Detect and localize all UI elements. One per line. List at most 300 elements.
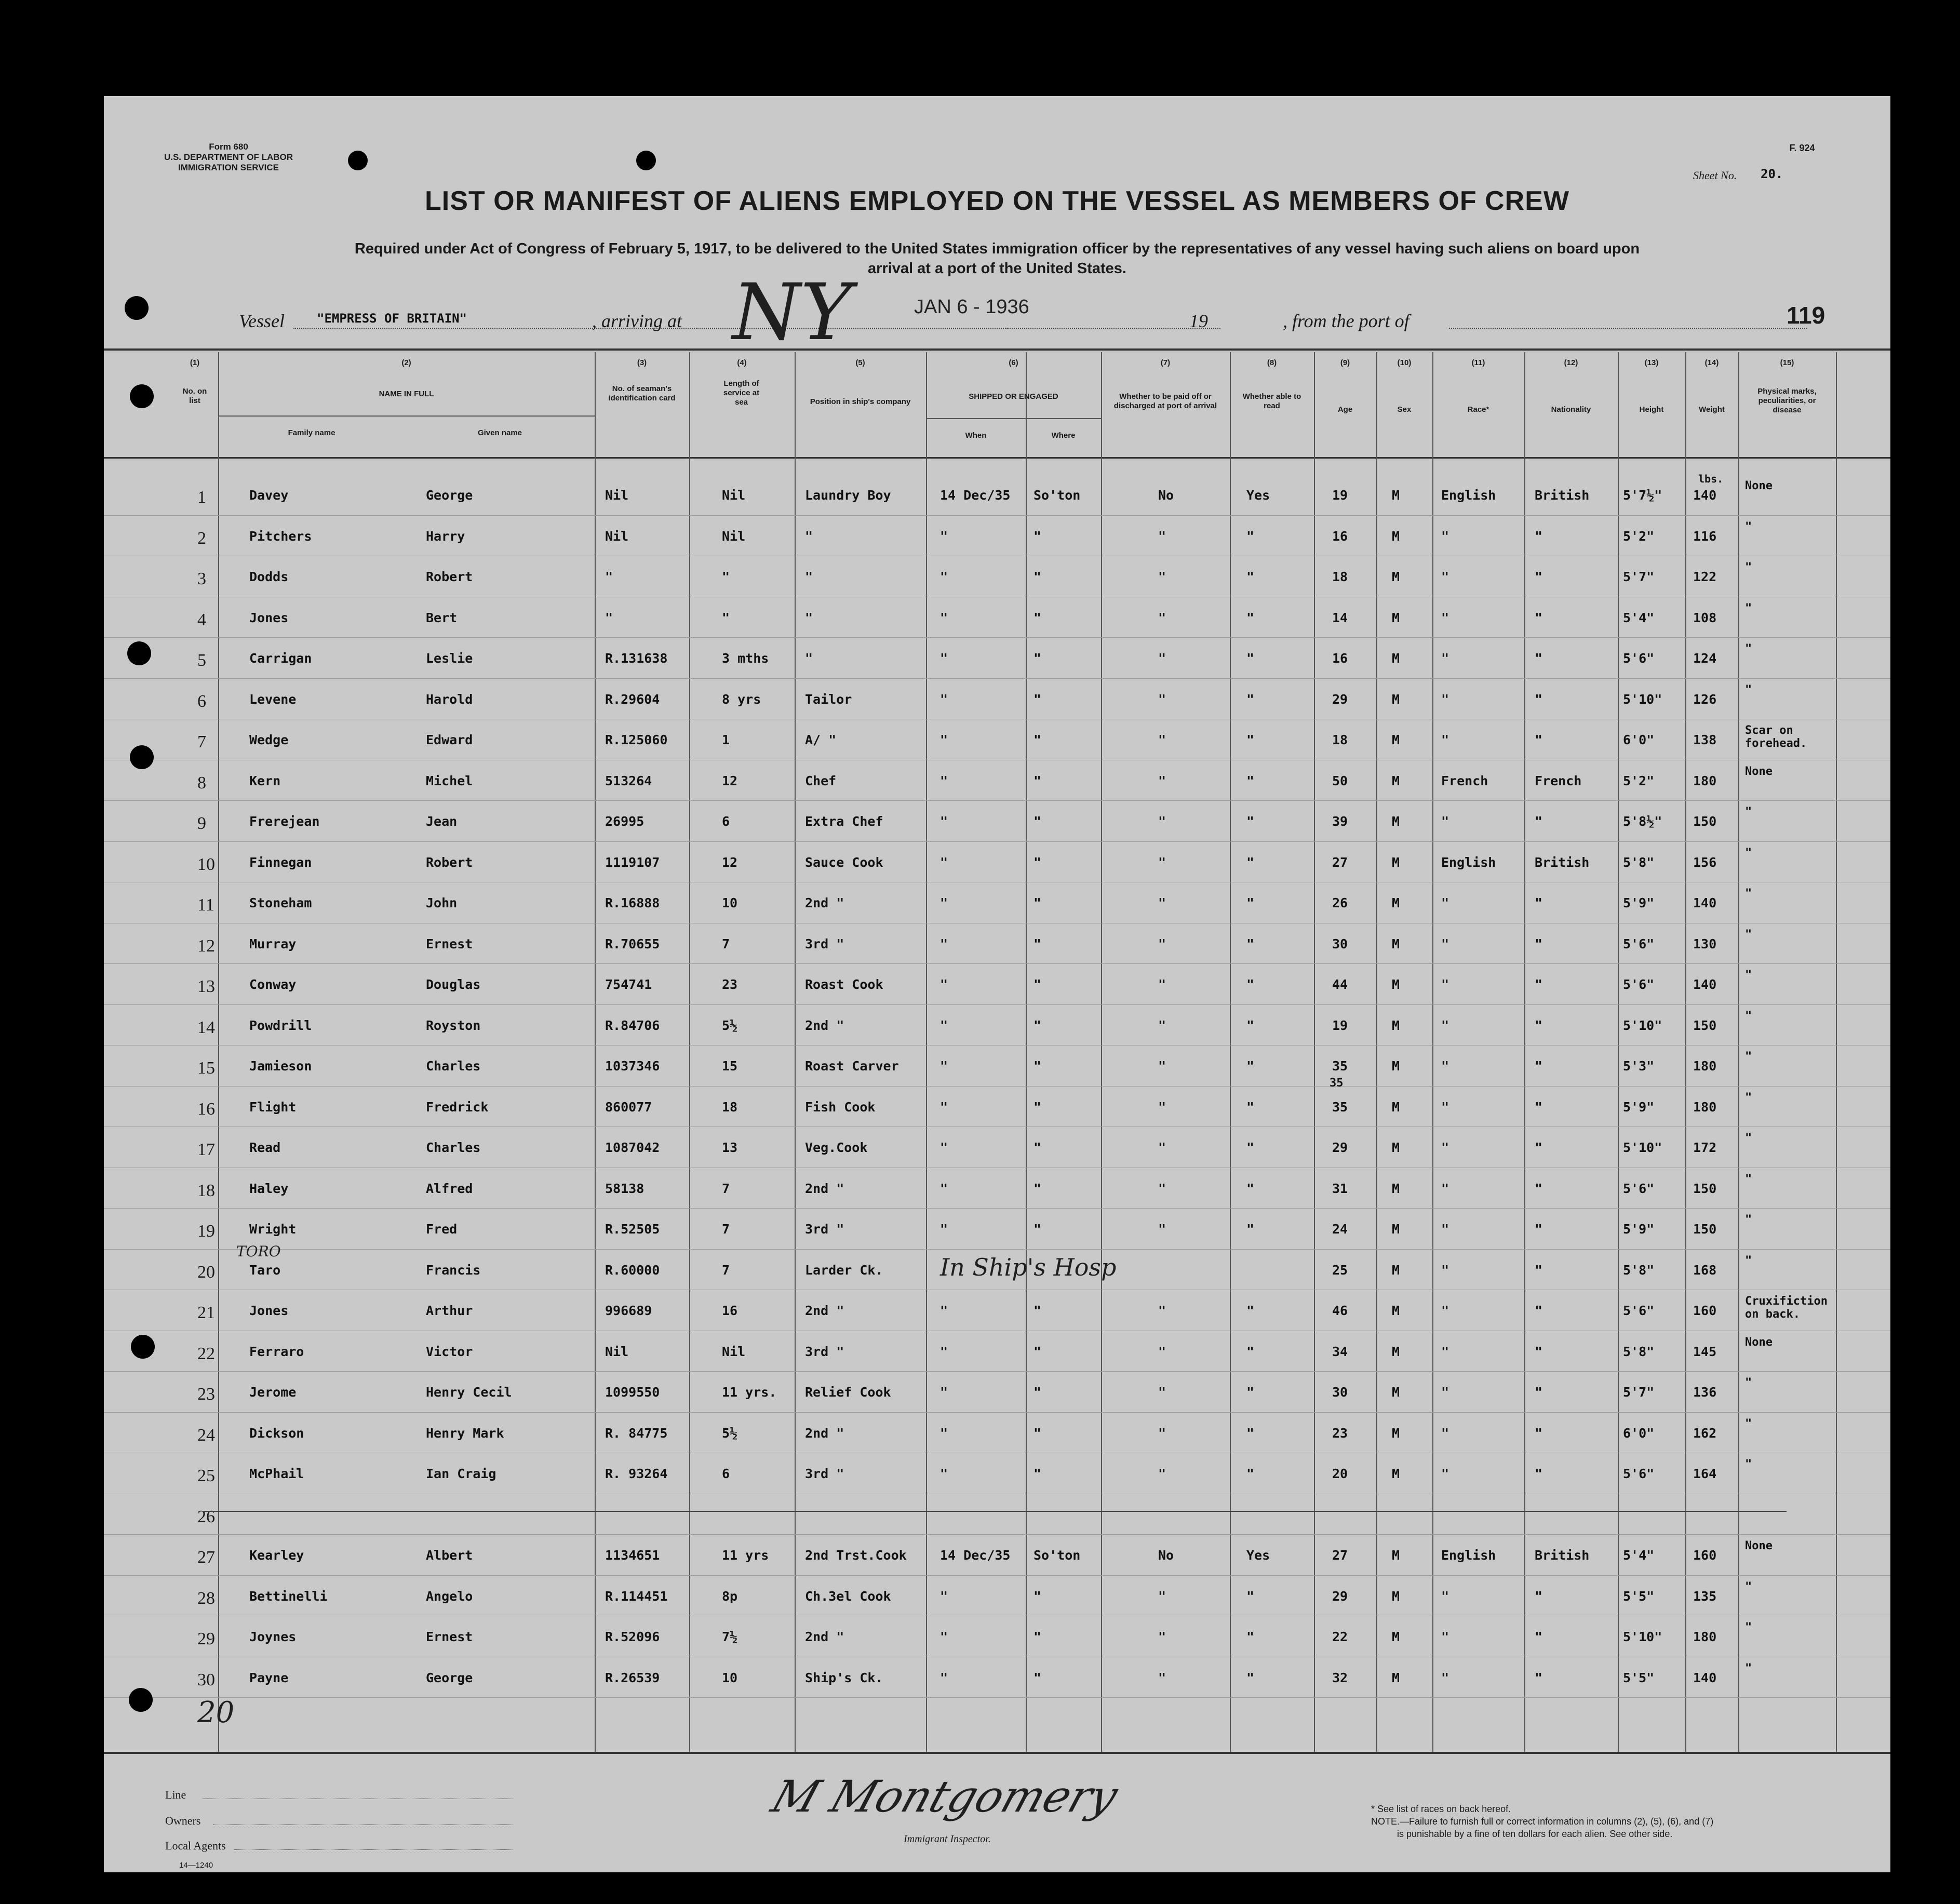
punch-hole	[130, 384, 154, 408]
cell-n: 15	[197, 1058, 215, 1078]
cell-age: 25	[1332, 1262, 1348, 1278]
punch-hole	[130, 745, 154, 769]
cell-n: 2	[197, 528, 206, 548]
cell-race: English	[1441, 854, 1496, 870]
cell-ht: 5'6"	[1623, 1466, 1655, 1481]
cell-svc: 15	[722, 1058, 738, 1074]
cell-age: 35	[1332, 1099, 1348, 1115]
col4-num: (4)	[737, 358, 747, 367]
cell-where: "	[1033, 977, 1042, 992]
cell-giv: Ian Craig	[426, 1466, 496, 1481]
cell-n: 20	[197, 1262, 215, 1282]
cell-giv: Francis	[426, 1262, 481, 1278]
cell-n: 5	[197, 651, 206, 670]
cell-race: "	[1441, 610, 1449, 625]
cell-n: 10	[197, 854, 215, 874]
cell-ht: 5'8"	[1623, 1344, 1655, 1359]
cell-ht: 5'9"	[1623, 1222, 1655, 1237]
cell-marks: "	[1745, 1417, 1752, 1430]
cell-n: 9	[197, 814, 206, 833]
cell-when: "	[940, 691, 948, 707]
cell-card: R.52505	[605, 1222, 660, 1237]
cell-ht: 5'10"	[1623, 1629, 1662, 1644]
cell-fam: Pitchers	[249, 528, 312, 544]
cell-when: "	[940, 732, 948, 747]
cell-race: "	[1441, 569, 1449, 584]
cell-where: "	[1033, 936, 1042, 951]
cell-nat: "	[1535, 569, 1543, 584]
cell-paid: "	[1158, 610, 1166, 625]
cell-card: R.70655	[605, 936, 660, 951]
cell-wt: 108	[1693, 610, 1717, 625]
cell-nat: "	[1535, 814, 1543, 829]
cell-race: "	[1441, 691, 1449, 707]
cell-sex: M	[1392, 1017, 1400, 1033]
cell-race: "	[1441, 1058, 1449, 1074]
cell-race: "	[1441, 1629, 1449, 1644]
cell-where: "	[1033, 773, 1042, 788]
cell-where: "	[1033, 1385, 1042, 1400]
cell-where: "	[1033, 528, 1042, 544]
cell-nat: French	[1535, 773, 1582, 788]
cell-svc: 16	[722, 1303, 738, 1318]
inspector-label: Immigrant Inspector.	[904, 1833, 991, 1845]
cell-pos: A/ "	[805, 732, 837, 747]
table-row	[104, 1250, 1890, 1291]
cell-when: "	[940, 610, 948, 625]
cell-where: "	[1033, 1303, 1042, 1318]
cell-wt: 172	[1693, 1140, 1717, 1155]
col1-header: No. on list	[182, 387, 207, 405]
col2a-header: Family name	[288, 428, 335, 437]
cell-marks: "	[1745, 1050, 1752, 1063]
col6a-header: When	[965, 431, 987, 440]
cell-svc: 7	[722, 1222, 730, 1237]
cell-svc: 10	[722, 895, 738, 910]
cell-nat: "	[1535, 1017, 1543, 1033]
cell-paid: "	[1158, 569, 1166, 584]
cell-n: 12	[197, 936, 215, 956]
cell-when: "	[940, 569, 948, 584]
col7-header: Whether to be paid off or discharged at port of arrival	[1113, 392, 1217, 410]
cell-read: "	[1246, 895, 1255, 910]
cell-sex: M	[1392, 1222, 1400, 1237]
cell-nat: "	[1535, 528, 1543, 544]
cell-card: R.125060	[605, 732, 668, 747]
table-top-rule	[104, 348, 1890, 351]
cell-race: "	[1441, 895, 1449, 910]
cell-wt: 180	[1693, 1058, 1717, 1074]
cell-n: 28	[197, 1588, 215, 1608]
cell-age: 26	[1332, 895, 1348, 910]
cell-pos: 2nd "	[805, 1425, 844, 1441]
cell-paid: "	[1158, 1670, 1166, 1685]
cell-giv: Ernest	[426, 936, 473, 951]
cell-when: "	[940, 1466, 948, 1481]
cell-n: 4	[197, 610, 206, 629]
from-port-underline	[1449, 328, 1807, 329]
cell-race: French	[1441, 773, 1488, 788]
cell-fam: Powdrill	[249, 1017, 312, 1033]
cell-sex: M	[1392, 1629, 1400, 1644]
cell-where: "	[1033, 732, 1042, 747]
punch-hole	[125, 296, 149, 320]
cell-card: Nil	[605, 528, 629, 544]
cell-read: "	[1246, 732, 1255, 747]
cell-age: 29	[1332, 1140, 1348, 1155]
cell-race: "	[1441, 1385, 1449, 1400]
cell-ht: 5'9"	[1623, 1099, 1655, 1115]
cell-ht: 5'7"	[1623, 569, 1655, 584]
cell-marks: "	[1745, 1621, 1752, 1634]
page-number: 119	[1787, 302, 1825, 329]
cell-when: "	[940, 1588, 948, 1604]
cell-when: "	[940, 1425, 948, 1441]
cell-nat: "	[1535, 1385, 1543, 1400]
cell-paid: "	[1158, 732, 1166, 747]
cell-svc: 7	[722, 1181, 730, 1196]
races-note: * See list of races on back hereof.	[1371, 1804, 1511, 1814]
cell-paid: "	[1158, 691, 1166, 707]
cell-read: "	[1246, 977, 1255, 992]
cell-marks: "	[1745, 1091, 1752, 1104]
cell-sex: M	[1392, 895, 1400, 910]
cell-n: 29	[197, 1629, 215, 1648]
cell-race: "	[1441, 1099, 1449, 1115]
col10-num: (10)	[1397, 358, 1412, 367]
cell-fam: Jones	[249, 1303, 289, 1318]
cell-ht: 5'5"	[1623, 1588, 1655, 1604]
cell-read: Yes	[1246, 488, 1270, 503]
col6-num: (6)	[1009, 358, 1018, 367]
cell-sex: M	[1392, 610, 1400, 625]
cell-card: R.26539	[605, 1670, 660, 1685]
table-row	[104, 761, 1890, 801]
cell-race: "	[1441, 1140, 1449, 1155]
cell-race: "	[1441, 936, 1449, 951]
cell-age: 29	[1332, 691, 1348, 707]
cell-read: "	[1246, 651, 1255, 666]
cell-fam: Murray	[249, 936, 297, 951]
cell-read: "	[1246, 1222, 1255, 1237]
table-row	[104, 1495, 1890, 1535]
cell-marks: "	[1745, 683, 1752, 696]
cell-giv: Bert	[426, 610, 458, 625]
department-label: U.S. DEPARTMENT OF LABOR	[164, 152, 293, 162]
cell-read: "	[1246, 1385, 1255, 1400]
col14-header: Weight	[1699, 405, 1725, 414]
table-row	[104, 1332, 1890, 1372]
date-underline	[1008, 328, 1220, 329]
cell-sex: M	[1392, 773, 1400, 788]
table-row	[104, 1617, 1890, 1657]
cell-svc: 23	[722, 977, 738, 992]
cell-age: 46	[1332, 1303, 1348, 1318]
cell-read: Yes	[1246, 1548, 1270, 1563]
cell-when: "	[940, 1222, 948, 1237]
cell-card: 1037346	[605, 1058, 660, 1074]
cell-pos: 2nd "	[805, 1629, 844, 1644]
cell-wt: 135	[1693, 1588, 1717, 1604]
cell-card: R.29604	[605, 691, 660, 707]
cell-svc: 12	[722, 773, 738, 788]
cell-fam: McPhail	[249, 1466, 304, 1481]
cell-nat: "	[1535, 1425, 1543, 1441]
cell-read: "	[1246, 1670, 1255, 1685]
cell-marks: None	[1745, 1335, 1773, 1349]
cell-card: 860077	[605, 1099, 652, 1115]
cell-marks: "	[1745, 969, 1752, 982]
cell-age: 24	[1332, 1222, 1348, 1237]
col5-num: (5)	[855, 358, 865, 367]
cell-wt: 136	[1693, 1385, 1717, 1400]
cell-marks: "	[1745, 561, 1752, 574]
cell-when: "	[940, 1099, 948, 1115]
service-label: IMMIGRATION SERVICE	[178, 163, 279, 172]
cell-pos: "	[805, 610, 813, 625]
col6-header: SHIPPED OR ENGAGED	[969, 392, 1058, 401]
cell-where: "	[1033, 895, 1042, 910]
cell-when: "	[940, 1670, 948, 1685]
cell-read: "	[1246, 569, 1255, 584]
cell-pos: Roast Carver	[805, 1058, 899, 1074]
cell-pos: 2nd "	[805, 1303, 844, 1318]
cell-ht: 5'10"	[1623, 1140, 1662, 1155]
cell-fam: Kearley	[249, 1548, 304, 1563]
cell-giv: Henry Cecil	[426, 1385, 512, 1400]
cell-giv: Charles	[426, 1058, 481, 1074]
cell-card: 1099550	[605, 1385, 660, 1400]
cell-ht: 5'3"	[1623, 1058, 1655, 1074]
cell-age: 19	[1332, 1017, 1348, 1033]
table-row	[104, 801, 1890, 842]
cell-fam: Joynes	[249, 1629, 297, 1644]
cell-card: 1134651	[605, 1548, 660, 1563]
cell-read: "	[1246, 1181, 1255, 1196]
cell-where: "	[1033, 1099, 1042, 1115]
cell-card: R.60000	[605, 1262, 660, 1278]
col2-header: NAME IN FULL	[379, 390, 434, 398]
cell-svc: "	[722, 569, 730, 584]
cell-nat: "	[1535, 1222, 1543, 1237]
print-code: 14—1240	[179, 1861, 213, 1870]
subtitle-line-2: arrival at a port of the United States.	[868, 260, 1126, 277]
cell-svc: 7½	[722, 1629, 738, 1644]
cell-n: 3	[197, 569, 206, 588]
cell-giv: Angelo	[426, 1588, 473, 1604]
cell-pos: Sauce Cook	[805, 854, 883, 870]
cell-sex: M	[1392, 1425, 1400, 1441]
cell-n: 27	[197, 1548, 215, 1567]
cell-card: 996689	[605, 1303, 652, 1318]
cell-fam: Conway	[249, 977, 297, 992]
penalty-note-1: NOTE.—Failure to furnish full or correct information in columns (2), (5), (6), and (7)	[1371, 1816, 1714, 1827]
cell-wt: 130	[1693, 936, 1717, 951]
cell-paid: "	[1158, 977, 1166, 992]
cell-sex: M	[1392, 732, 1400, 747]
cell-sex: M	[1392, 814, 1400, 829]
cell-age: 30	[1332, 1385, 1348, 1400]
cell-race: "	[1441, 1588, 1449, 1604]
cell-svc: 11 yrs	[722, 1548, 769, 1563]
col4-header: Length of service at sea	[723, 379, 760, 407]
vessel-name: "EMPRESS OF BRITAIN"	[317, 311, 467, 326]
col8-header: Whether able to read	[1242, 392, 1301, 410]
cell-sex: M	[1392, 1385, 1400, 1400]
cell-age: 30	[1332, 936, 1348, 951]
cell-n: 1	[197, 488, 206, 507]
line-label: Line	[165, 1788, 186, 1801]
table-row	[104, 1291, 1890, 1331]
cell-sex: M	[1392, 977, 1400, 992]
cell-n: 8	[197, 773, 206, 793]
cell-read: "	[1246, 528, 1255, 544]
cell-when: "	[940, 895, 948, 910]
col10-header: Sex	[1397, 405, 1412, 414]
cell-age: 18	[1332, 732, 1348, 747]
cell-when: "	[940, 1017, 948, 1033]
cell-read: "	[1246, 773, 1255, 788]
cell-nat: "	[1535, 1140, 1543, 1155]
penalty-note-2: is punishable by a fine of ten dollars for each alien. See other side.	[1397, 1829, 1673, 1839]
cell-marks: "	[1745, 1009, 1752, 1023]
col12-num: (12)	[1564, 358, 1578, 367]
weight-unit-label: lbs.	[1698, 473, 1724, 485]
punch-hole	[127, 641, 151, 665]
cell-nat: "	[1535, 1099, 1543, 1115]
cell-when: "	[940, 528, 948, 544]
col11-num: (11)	[1471, 358, 1485, 367]
form-number: Form 680	[209, 142, 248, 152]
cell-nat: British	[1535, 488, 1590, 503]
cell-fam: Haley	[249, 1181, 289, 1196]
cell-paid: "	[1158, 528, 1166, 544]
cell-age: 39	[1332, 814, 1348, 829]
table-row	[104, 720, 1890, 760]
cell-paid: "	[1158, 1588, 1166, 1604]
cell-marks: Cruxifiction on back.	[1745, 1295, 1828, 1321]
cell-nat: British	[1535, 854, 1590, 870]
cell-when: "	[940, 936, 948, 951]
cell-fam: Levene	[249, 691, 297, 707]
cell-read: "	[1246, 610, 1255, 625]
cell-wt: 140	[1693, 977, 1717, 992]
cell-marks: "	[1745, 1458, 1752, 1471]
sheet-number: 20.	[1761, 167, 1783, 181]
cell-pos: 2nd "	[805, 895, 844, 910]
cell-ht: 5'10"	[1623, 691, 1662, 707]
cell-sex: M	[1392, 651, 1400, 666]
cell-race: "	[1441, 977, 1449, 992]
cell-race: "	[1441, 1262, 1449, 1278]
cell-pos: Larder Ck.	[805, 1262, 883, 1278]
cell-card: R.131638	[605, 651, 668, 666]
cell-nat: "	[1535, 610, 1543, 625]
cell-fam: Finnegan	[249, 854, 312, 870]
cell-pos: "	[805, 528, 813, 544]
cell-ht: 5'9"	[1623, 895, 1655, 910]
cell-paid: "	[1158, 1629, 1166, 1644]
cell-wt: 162	[1693, 1425, 1717, 1441]
cell-nat: British	[1535, 1548, 1590, 1563]
cell-where: "	[1033, 569, 1042, 584]
cell-wt: 150	[1693, 814, 1717, 829]
year-label: 19	[1189, 311, 1208, 331]
cell-where: "	[1033, 1344, 1042, 1359]
cell-wt: 160	[1693, 1303, 1717, 1318]
cell-fam: Wedge	[249, 732, 289, 747]
cell-race: "	[1441, 1670, 1449, 1685]
bottom-handwritten-mark: 20	[197, 1696, 235, 1729]
cell-nat: "	[1535, 936, 1543, 951]
cell-n: 21	[197, 1303, 215, 1322]
cell-n: 14	[197, 1017, 215, 1037]
cell-n: 26	[197, 1507, 215, 1526]
col15-num: (15)	[1780, 358, 1794, 367]
cell-svc: 12	[722, 854, 738, 870]
cell-age: 16	[1332, 651, 1348, 666]
cell-giv: Leslie	[426, 651, 473, 666]
cell-giv: Jean	[426, 814, 458, 829]
cell-svc: 1	[722, 732, 730, 747]
cell-svc: 7	[722, 1262, 730, 1278]
cell-read: "	[1246, 1344, 1255, 1359]
cell-wt: 180	[1693, 1629, 1717, 1644]
cell-nat: "	[1535, 977, 1543, 992]
form-code: F. 924	[1789, 143, 1815, 153]
cell-ht: 5'6"	[1623, 1303, 1655, 1318]
cell-when: "	[940, 1344, 948, 1359]
cell-n: 6	[197, 691, 206, 711]
cell-n: 30	[197, 1670, 215, 1690]
table-row	[104, 964, 1890, 1005]
col2-num: (2)	[401, 358, 411, 367]
cell-n: 24	[197, 1425, 215, 1445]
cell-paid: No	[1158, 488, 1174, 503]
inspector-signature: M Montgomery	[766, 1771, 1124, 1822]
cell-read: "	[1246, 1058, 1255, 1074]
cell-race: "	[1441, 732, 1449, 747]
cell-read: "	[1246, 1466, 1255, 1481]
cell-paid: "	[1158, 773, 1166, 788]
cell-card: 26995	[605, 814, 645, 829]
cell-paid: "	[1158, 1017, 1166, 1033]
cell-where: "	[1033, 1466, 1042, 1481]
cell-marks: "	[1745, 846, 1752, 860]
table-row	[104, 1576, 1890, 1617]
cell-sex: M	[1392, 936, 1400, 951]
cell-fam: Dickson	[249, 1425, 304, 1441]
manifest-sheet	[104, 96, 1890, 1872]
cell-marks: "	[1745, 1132, 1752, 1145]
table-row	[104, 475, 1890, 516]
cell-read: "	[1246, 691, 1255, 707]
cell-card: R. 84775	[605, 1425, 668, 1441]
col9-header: Age	[1337, 405, 1353, 414]
cell-read: "	[1246, 1140, 1255, 1155]
cell-sex: M	[1392, 1344, 1400, 1359]
cell-wt: 150	[1693, 1222, 1717, 1237]
cell-age: 14	[1332, 610, 1348, 625]
cell-when: "	[940, 1385, 948, 1400]
cell-paid: "	[1158, 854, 1166, 870]
cell-paid: "	[1158, 936, 1166, 951]
cell-wt: 180	[1693, 1099, 1717, 1115]
cell-ht: 5'8½"	[1623, 814, 1662, 829]
table-row	[104, 1087, 1890, 1128]
cell-age: 19	[1332, 488, 1348, 503]
cell-where: "	[1033, 1222, 1042, 1237]
